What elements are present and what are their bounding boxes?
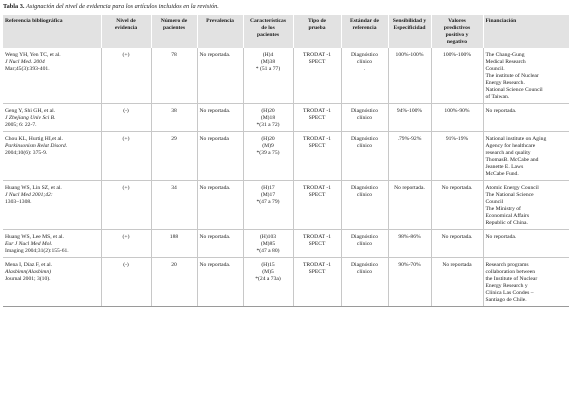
cell-line: Agency for healthcare xyxy=(485,143,536,149)
cell-line: (H)20 xyxy=(261,108,275,114)
cell-line: *(24 a 73a) xyxy=(255,276,281,282)
cell-referencia xyxy=(3,104,101,132)
cell-line: clínico xyxy=(356,59,373,65)
cell-line: clínico xyxy=(356,241,373,247)
table-body xyxy=(3,48,569,307)
header-nivel-evidencia xyxy=(101,15,151,48)
cell-line: collaboration between xyxy=(485,269,536,275)
cell-line: SPECT xyxy=(308,241,326,247)
cell-line: ThomasB. McCabe and xyxy=(485,157,539,163)
header-tipo-prueba xyxy=(293,15,341,48)
cell-line: Jeanette E. Laws xyxy=(485,164,524,170)
cell-tipo-prueba xyxy=(293,48,341,104)
cell-tipo-prueba xyxy=(293,132,341,181)
cell-line: (M)17 xyxy=(260,192,276,198)
cell-valores-predictivos: No reportada. xyxy=(431,230,483,258)
cell-line: TRODAT -1 xyxy=(302,262,332,268)
cell-line: pacientes xyxy=(256,32,280,38)
cell-numero-pacientes: 78 xyxy=(151,48,197,104)
cell-sensibilidad: 94%-100% xyxy=(388,104,431,132)
cell-numero-pacientes: 38 xyxy=(151,104,197,132)
cell-prevalencia: No reportada. xyxy=(197,181,243,230)
cell-line: TRODAT -1 xyxy=(302,234,332,240)
cell-nivel-evidencia: (+) xyxy=(101,181,151,230)
cell-caracteristicas xyxy=(243,258,293,307)
cell-line: (M)38 xyxy=(260,59,276,65)
cell-line: SPECT xyxy=(308,143,326,149)
cell-line: Prevalencia xyxy=(206,18,234,24)
cell-line: research and quality xyxy=(485,150,531,156)
cell-estandar-referencia xyxy=(341,230,388,258)
cell-line: No reportada. xyxy=(485,108,517,114)
cell-tipo-prueba xyxy=(293,104,341,132)
cell-line: de los xyxy=(261,25,275,31)
cell-line: Diagnóstico xyxy=(350,52,379,58)
header-caracteristicas xyxy=(243,15,293,48)
cell-line: predictivos xyxy=(443,25,471,31)
cell-line: Alasbimn(Alasbimn) xyxy=(5,269,51,275)
table-row xyxy=(3,230,569,258)
cell-line: Financiación xyxy=(485,18,517,24)
cell-line: SPECT xyxy=(308,59,326,65)
cell-line: Huang WS, Lin SZ, et al. xyxy=(5,185,62,191)
cell-line: The Chang-Gung xyxy=(485,52,525,58)
cell-line: SPECT xyxy=(308,192,326,198)
cell-line: Imaging 2004;31(2):155-61. xyxy=(5,248,69,254)
cell-sensibilidad: 98%-86% xyxy=(388,230,431,258)
cell-line: Geng Y, Shi GH, et al. xyxy=(5,108,56,114)
cell-line: Características xyxy=(249,18,287,24)
cell-caracteristicas xyxy=(243,132,293,181)
cell-line: Eur J Nucl Med Mol. xyxy=(5,241,53,247)
evidence-table xyxy=(3,15,569,307)
cell-prevalencia: No reportada. xyxy=(197,48,243,104)
cell-sensibilidad: 100%-100% xyxy=(388,48,431,104)
cell-financiacion xyxy=(483,181,569,230)
cell-line: SPECT xyxy=(308,269,326,275)
cell-line: 2005; 6: 22-7. xyxy=(5,122,37,128)
cell-line: 1303–1308. xyxy=(5,199,32,205)
cell-line: (H)17 xyxy=(261,185,275,191)
cell-line: TRODAT -1 xyxy=(302,52,332,58)
cell-line: Sensibilidad y xyxy=(392,18,427,24)
cell-estandar-referencia xyxy=(341,132,388,181)
header-numero-pacientes xyxy=(151,15,197,48)
cell-line: (H)20 xyxy=(261,136,275,142)
cell-sensibilidad: 90%-70% xyxy=(388,258,431,307)
cell-line: (H)4 xyxy=(262,52,274,58)
cell-line: J Nucl Med. 2004 xyxy=(5,59,45,65)
cell-line: (M)85 xyxy=(260,241,276,247)
cell-line: * (51 a 77) xyxy=(255,66,281,72)
cell-numero-pacientes: 20 xyxy=(151,258,197,307)
table-row xyxy=(3,132,569,181)
cell-caracteristicas xyxy=(243,230,293,258)
cell-line: Tipo de xyxy=(307,18,327,24)
cell-line: *(47 a 79) xyxy=(256,199,280,205)
header-referencia xyxy=(3,15,101,48)
cell-tipo-prueba xyxy=(293,230,341,258)
table-row xyxy=(3,104,569,132)
table-header-row xyxy=(3,15,569,48)
cell-sensibilidad: .79%-92% xyxy=(388,132,431,181)
header-valores-predictivos xyxy=(431,15,483,48)
cell-estandar-referencia xyxy=(341,104,388,132)
cell-line: McCabe Fund. xyxy=(485,171,519,177)
cell-line: The institute of Nuclear xyxy=(485,73,539,79)
cell-nivel-evidencia: (+) xyxy=(101,132,151,181)
cell-line: Research programs xyxy=(485,262,529,268)
cell-sensibilidad: No reportada. xyxy=(388,181,431,230)
caption-label: Tabla 3. xyxy=(3,3,25,10)
cell-line: Diagnóstico xyxy=(350,108,379,114)
cell-line: Número de xyxy=(160,18,188,24)
cell-valores-predictivos: 100%-90% xyxy=(431,104,483,132)
cell-referencia xyxy=(3,132,101,181)
cell-estandar-referencia xyxy=(341,258,388,307)
cell-line: (H)15 xyxy=(261,262,275,268)
cell-financiacion xyxy=(483,104,569,132)
header-financiacion xyxy=(483,15,569,48)
cell-prevalencia: No reportada. xyxy=(197,258,243,307)
cell-line: Santiago de Chile. xyxy=(485,297,527,303)
cell-financiacion xyxy=(483,230,569,258)
cell-line: TRODAT -1 xyxy=(302,108,332,114)
cell-referencia xyxy=(3,181,101,230)
cell-line: clínico xyxy=(356,143,373,149)
cell-financiacion xyxy=(483,258,569,307)
cell-numero-pacientes: 29 xyxy=(151,132,197,181)
cell-valores-predictivos: 100%-100% xyxy=(431,48,483,104)
cell-line: clínico xyxy=(356,269,373,275)
cell-line: Diagnóstico xyxy=(350,185,379,191)
cell-line: No reportada. xyxy=(485,234,517,240)
header-prevalencia xyxy=(197,15,243,48)
cell-line: Journal 2001; 3(10). xyxy=(5,276,51,282)
cell-line: Medical Research xyxy=(485,59,526,65)
cell-line: Huang WS, Lee MS, et al. xyxy=(5,234,64,240)
cell-line: The National Science xyxy=(485,192,534,198)
cell-line: negativo xyxy=(446,39,468,45)
cell-line: TRODAT -1 xyxy=(302,136,332,142)
cell-financiacion xyxy=(483,132,569,181)
table-row xyxy=(3,48,569,104)
cell-nivel-evidencia: (+) xyxy=(101,48,151,104)
cell-line: TRODAT -1 xyxy=(302,185,332,191)
cell-estandar-referencia xyxy=(341,48,388,104)
cell-line: SPECT xyxy=(308,115,326,121)
cell-line: Diagnóstico xyxy=(350,234,379,240)
cell-prevalencia: No reportada. xyxy=(197,230,243,258)
cell-line: clínico xyxy=(356,192,373,198)
cell-line: Mar;45(3):393-401. xyxy=(5,66,50,72)
cell-line: clínico xyxy=(356,115,373,121)
cell-line: Council xyxy=(485,199,504,205)
cell-line: Chou KL, Hurtig HI,et al. xyxy=(5,136,63,142)
cell-numero-pacientes: 34 xyxy=(151,181,197,230)
cell-line: (M)18 xyxy=(260,115,276,121)
cell-nivel-evidencia: (-) xyxy=(101,104,151,132)
cell-line: Referencia bibliográfica xyxy=(5,18,63,24)
cell-referencia xyxy=(3,230,101,258)
cell-line: Republic of China. xyxy=(485,220,528,226)
cell-line: (M)5 xyxy=(262,269,274,275)
cell-line: Economical Affairs xyxy=(485,213,530,219)
cell-line: Parkinsonism Relat Disord. xyxy=(5,143,68,149)
cell-line: prueba xyxy=(308,25,326,31)
cell-line: pacientes xyxy=(162,25,186,31)
cell-line: Council. xyxy=(485,66,505,72)
cell-nivel-evidencia: (+) xyxy=(101,230,151,258)
cell-caracteristicas xyxy=(243,181,293,230)
cell-caracteristicas xyxy=(243,104,293,132)
cell-line: Diagnóstico xyxy=(350,262,379,268)
cell-line: National Science Council xyxy=(485,87,543,93)
cell-line: J Nucl Med 2001;42: xyxy=(5,192,53,198)
header-sensibilidad xyxy=(388,15,431,48)
cell-line: positivo y xyxy=(445,32,469,38)
cell-line: referencia xyxy=(352,25,377,31)
cell-estandar-referencia xyxy=(341,181,388,230)
cell-caracteristicas xyxy=(243,48,293,104)
cell-nivel-evidencia: (-) xyxy=(101,258,151,307)
cell-valores-predictivos: No reportada. xyxy=(431,181,483,230)
cell-prevalencia: No reportada xyxy=(197,132,243,181)
cell-line: Energy Research. xyxy=(485,80,525,86)
cell-line: the Institute of Nuclear xyxy=(485,276,538,282)
cell-line: . xyxy=(363,66,366,72)
cell-line: Energy Research y xyxy=(485,283,528,289)
cell-line: of Taiwan. xyxy=(485,94,510,100)
cell-line: Weng YH, Yen TC, et al. xyxy=(5,52,61,58)
caption-text: Asignación del nivel de evidencia para los artículos incluidos en la revisión. xyxy=(26,3,219,10)
cell-tipo-prueba xyxy=(293,181,341,230)
header-estandar-referencia xyxy=(341,15,388,48)
cell-line: J Zhejiang Univ Sci B. xyxy=(5,115,56,121)
table-row xyxy=(3,258,569,307)
cell-referencia xyxy=(3,258,101,307)
cell-valores-predictivos: No reportada xyxy=(431,258,483,307)
cell-line: Estándar de xyxy=(350,18,379,24)
table-caption xyxy=(3,3,219,11)
cell-line: *(39 a 75) xyxy=(256,150,280,156)
cell-line: Especificidad xyxy=(393,25,426,31)
cell-line: *(31 a 72) xyxy=(256,122,280,128)
cell-line: Nivel de xyxy=(116,18,136,24)
cell-line: 2004;10(6): 375-9. xyxy=(5,150,48,156)
cell-financiacion xyxy=(483,48,569,104)
cell-line: Clínica Las Condes – xyxy=(485,290,534,296)
cell-line: Diagnóstico xyxy=(350,136,379,142)
cell-line: Mena I, Díaz F, et al. xyxy=(5,262,53,268)
cell-line: (M)9 xyxy=(262,143,274,149)
cell-line: National institute on Aging xyxy=(485,136,547,142)
cell-numero-pacientes: 188 xyxy=(151,230,197,258)
cell-line: (H)103 xyxy=(259,234,277,240)
cell-line: *(47 a 80) xyxy=(256,248,280,254)
cell-referencia xyxy=(3,48,101,104)
cell-tipo-prueba xyxy=(293,258,341,307)
cell-valores-predictivos: 91%-19% xyxy=(431,132,483,181)
cell-line: Atomic Energy Council xyxy=(485,185,539,191)
table-row xyxy=(3,181,569,230)
cell-line: evidencia xyxy=(114,25,138,31)
cell-line: Valores xyxy=(448,18,466,24)
cell-line: The Ministry of xyxy=(485,206,521,212)
cell-prevalencia: No reportada. xyxy=(197,104,243,132)
